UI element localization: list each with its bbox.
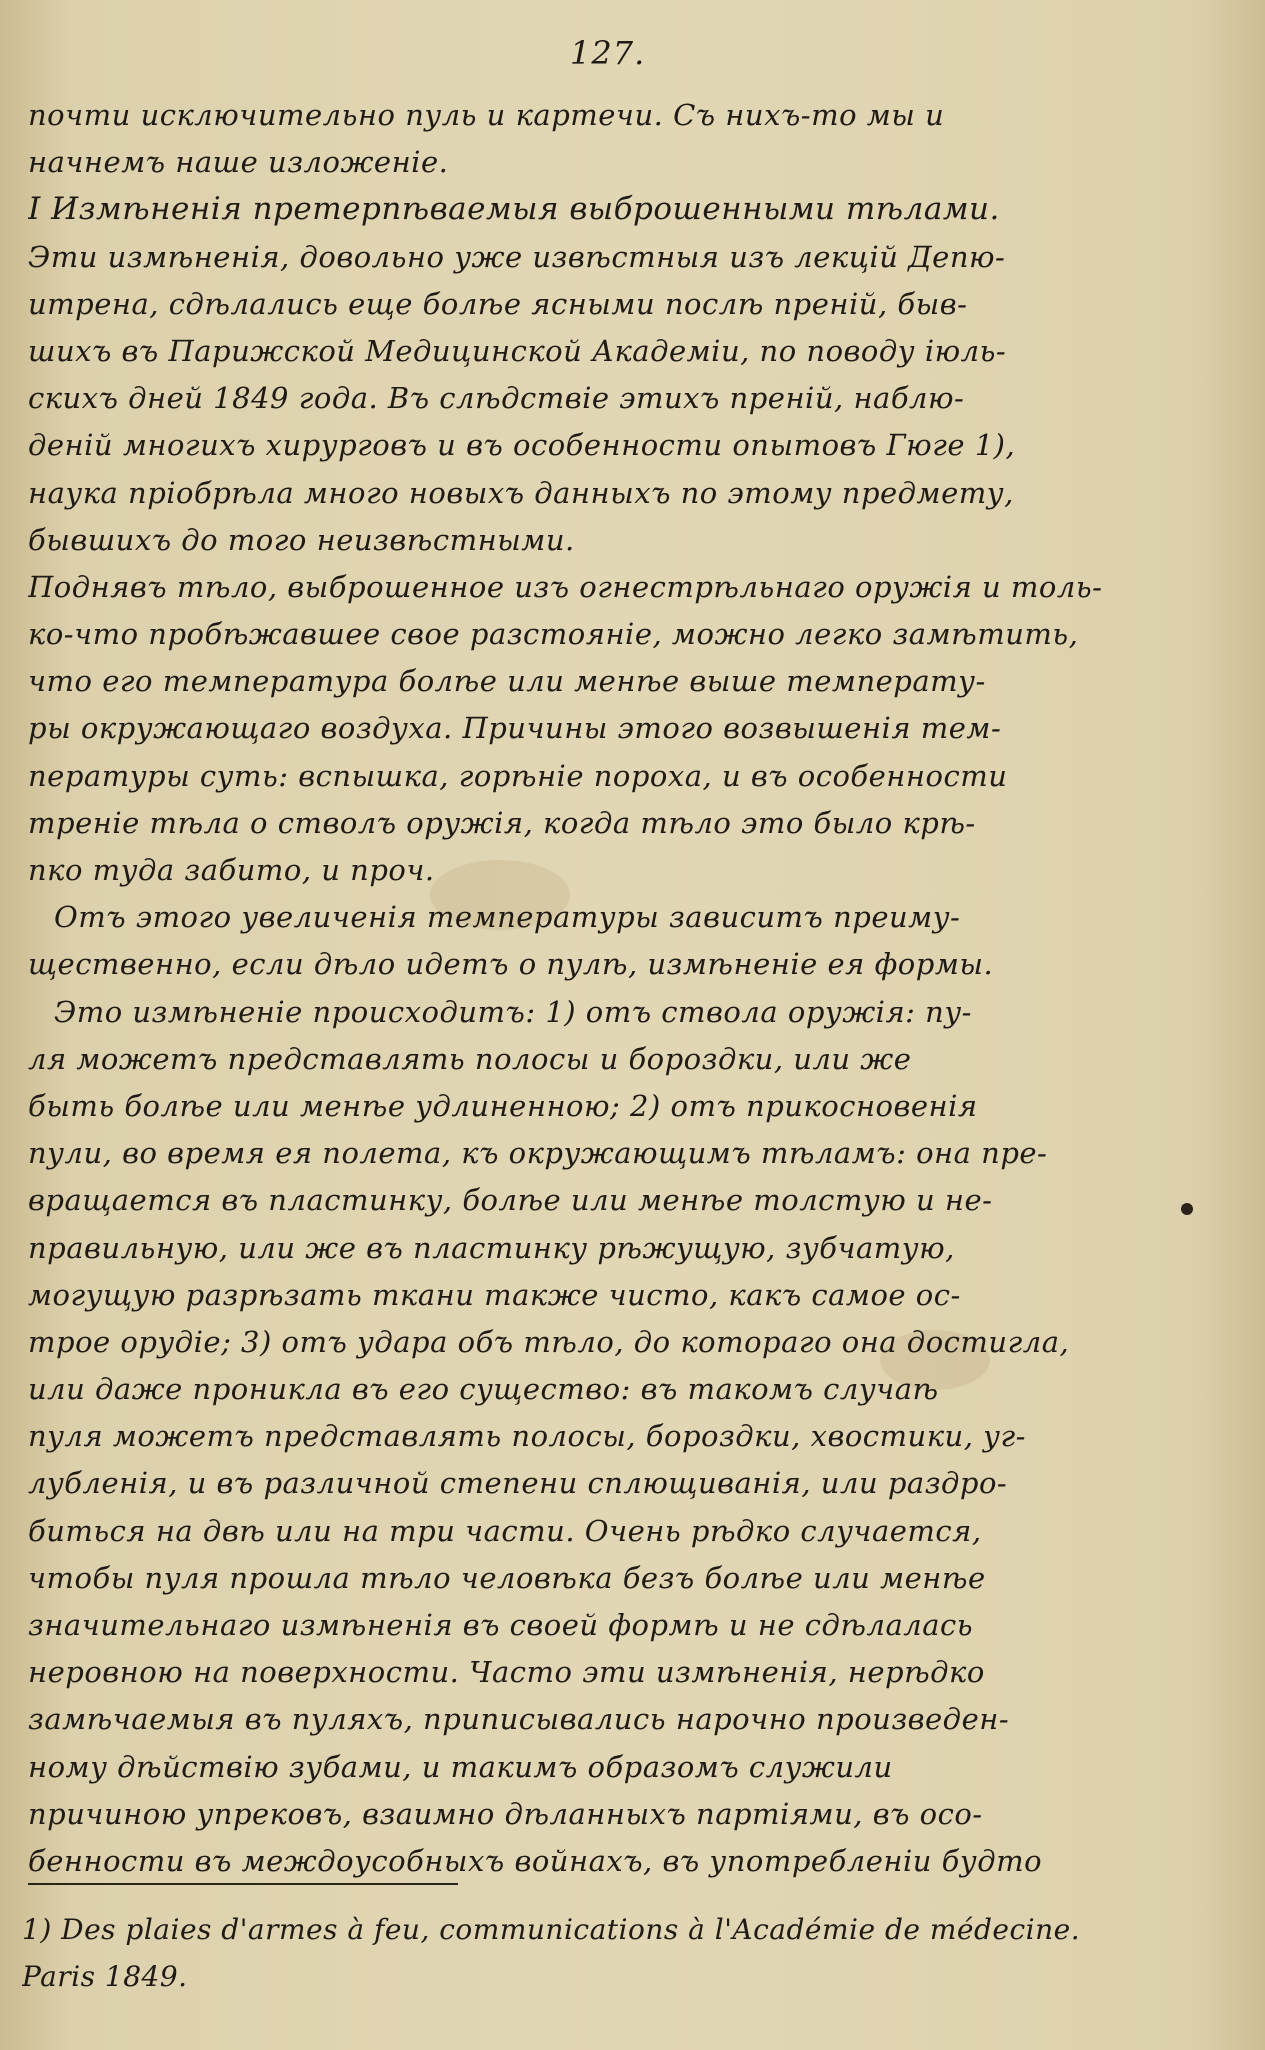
- footnote: [22, 1906, 1202, 2000]
- text-line: ному дѣйствію зубами, и такимъ образомъ служили: [28, 1749, 893, 1784]
- text-line: что его температура болѣе или менѣе выше температу-: [28, 664, 986, 699]
- text-line: щественно, если дѣло идетъ о пулѣ, измѣненіе ея формы.: [28, 947, 994, 982]
- text-line: лубленія, и въ различной степени сплющиванія, или раздро-: [28, 1466, 1008, 1501]
- ink-blot: [1181, 1203, 1193, 1215]
- page-number: 127.: [570, 34, 646, 72]
- text-line: биться на двѣ или на три части. Очень рѣдко случается,: [28, 1513, 982, 1548]
- text-line: или даже проникла въ его существо: въ такомъ случаѣ: [28, 1372, 939, 1407]
- text-line: ко-что пробѣжавшее свое разстояніе, можно легко замѣтить,: [28, 617, 1079, 652]
- text-line: итрена, сдѣлались еще болѣе ясными послѣ преній, быв-: [28, 286, 968, 321]
- text-line: значительнаго измѣненія въ своей формѣ и не сдѣлалась: [28, 1608, 974, 1642]
- text-line: причиною упрековъ, взаимно дѣланныхъ партіями, въ осо-: [28, 1796, 983, 1831]
- text-line: могущую разрѣзать ткани также чисто, какъ самое ос-: [28, 1277, 961, 1312]
- text-line: замѣчаемыя въ пуляхъ, приписывались нарочно произведен-: [28, 1702, 1010, 1737]
- text-line: наука пріобрѣла много новыхъ данныхъ по этому предмету,: [28, 475, 1014, 510]
- text-line: чтобы пуля прошла тѣло человѣка безъ болѣе или менѣе: [28, 1560, 986, 1595]
- text-line: пули, во время ея полета, къ окружающимъ тѣламъ: она пре-: [28, 1136, 1048, 1171]
- section-heading: I Измѣненія претерпѣваемыя выброшенными тѣлами.: [28, 191, 1000, 228]
- text-line: почти исключительно пуль и картечи. Съ нихъ-то мы и: [28, 98, 945, 132]
- text-line: треніе тѣла о стволъ оружія, когда тѣло это было крѣ-: [28, 805, 976, 840]
- text-line: пературы суть: вспышка, горѣніе пороха, и въ особенности: [28, 758, 1008, 793]
- text-line: Эти измѣненія, довольно уже извѣстныя изъ лекцій Депю-: [28, 239, 1006, 274]
- text-line: деній многихъ хирурговъ и въ особенности опытовъ Гюге 1),: [28, 428, 1016, 463]
- text-line: начнемъ наше изложеніе.: [28, 145, 449, 180]
- text-line: пуля можетъ представлять полосы, бороздки, хвостики, уг-: [28, 1419, 1026, 1454]
- text-line: бывшихъ до того неизвѣстными.: [28, 522, 575, 557]
- text-line: вращается въ пластинку, болѣе или менѣе толстую и не-: [28, 1183, 993, 1218]
- text-line: скихъ дней 1849 года. Въ слѣдствіе этихъ преній, наблю-: [28, 381, 965, 416]
- footnote-line: Paris 1849.: [22, 1960, 188, 1994]
- text-line: правильную, или же въ пластинку рѣжущую, зубчатую,: [28, 1230, 955, 1265]
- text-line: трое орудіе; 3) отъ удара объ тѣло, до котораго она достигла,: [28, 1324, 1070, 1359]
- text-line: Поднявъ тѣло, выброшенное изъ огнестрѣльнаго оружія и толь-: [28, 569, 1103, 604]
- text-line: пко туда забито, и проч.: [28, 853, 435, 887]
- text-line: ля можетъ представлять полосы и бороздки, или же: [28, 1041, 912, 1076]
- footnote-divider: [28, 1883, 458, 1885]
- text-line: ры окружающаго воздуха. Причины этого возвышенія тем-: [28, 711, 1002, 746]
- body-text: [28, 92, 1178, 1885]
- text-line: неровною на поверхности. Часто эти измѣненія, нерѣдко: [28, 1655, 985, 1690]
- text-line: Это измѣненіе происходитъ: 1) отъ ствола оружія: пу-: [54, 994, 972, 1029]
- text-line: шихъ въ Парижской Медицинской Академіи, по поводу іюль-: [28, 333, 1007, 368]
- text-line: бенности въ междоусобныхъ войнахъ, въ употребленіи будто: [28, 1843, 1043, 1878]
- text-line: Отъ этого увеличенія температуры зависитъ преиму-: [54, 900, 961, 935]
- footnote-line: 1) Des plaies d'armes à feu, communications à l'Académie de médecine.: [22, 1913, 1081, 1946]
- text-line: быть болѣе или менѣе удлиненною; 2) отъ прикосновенія: [28, 1088, 978, 1123]
